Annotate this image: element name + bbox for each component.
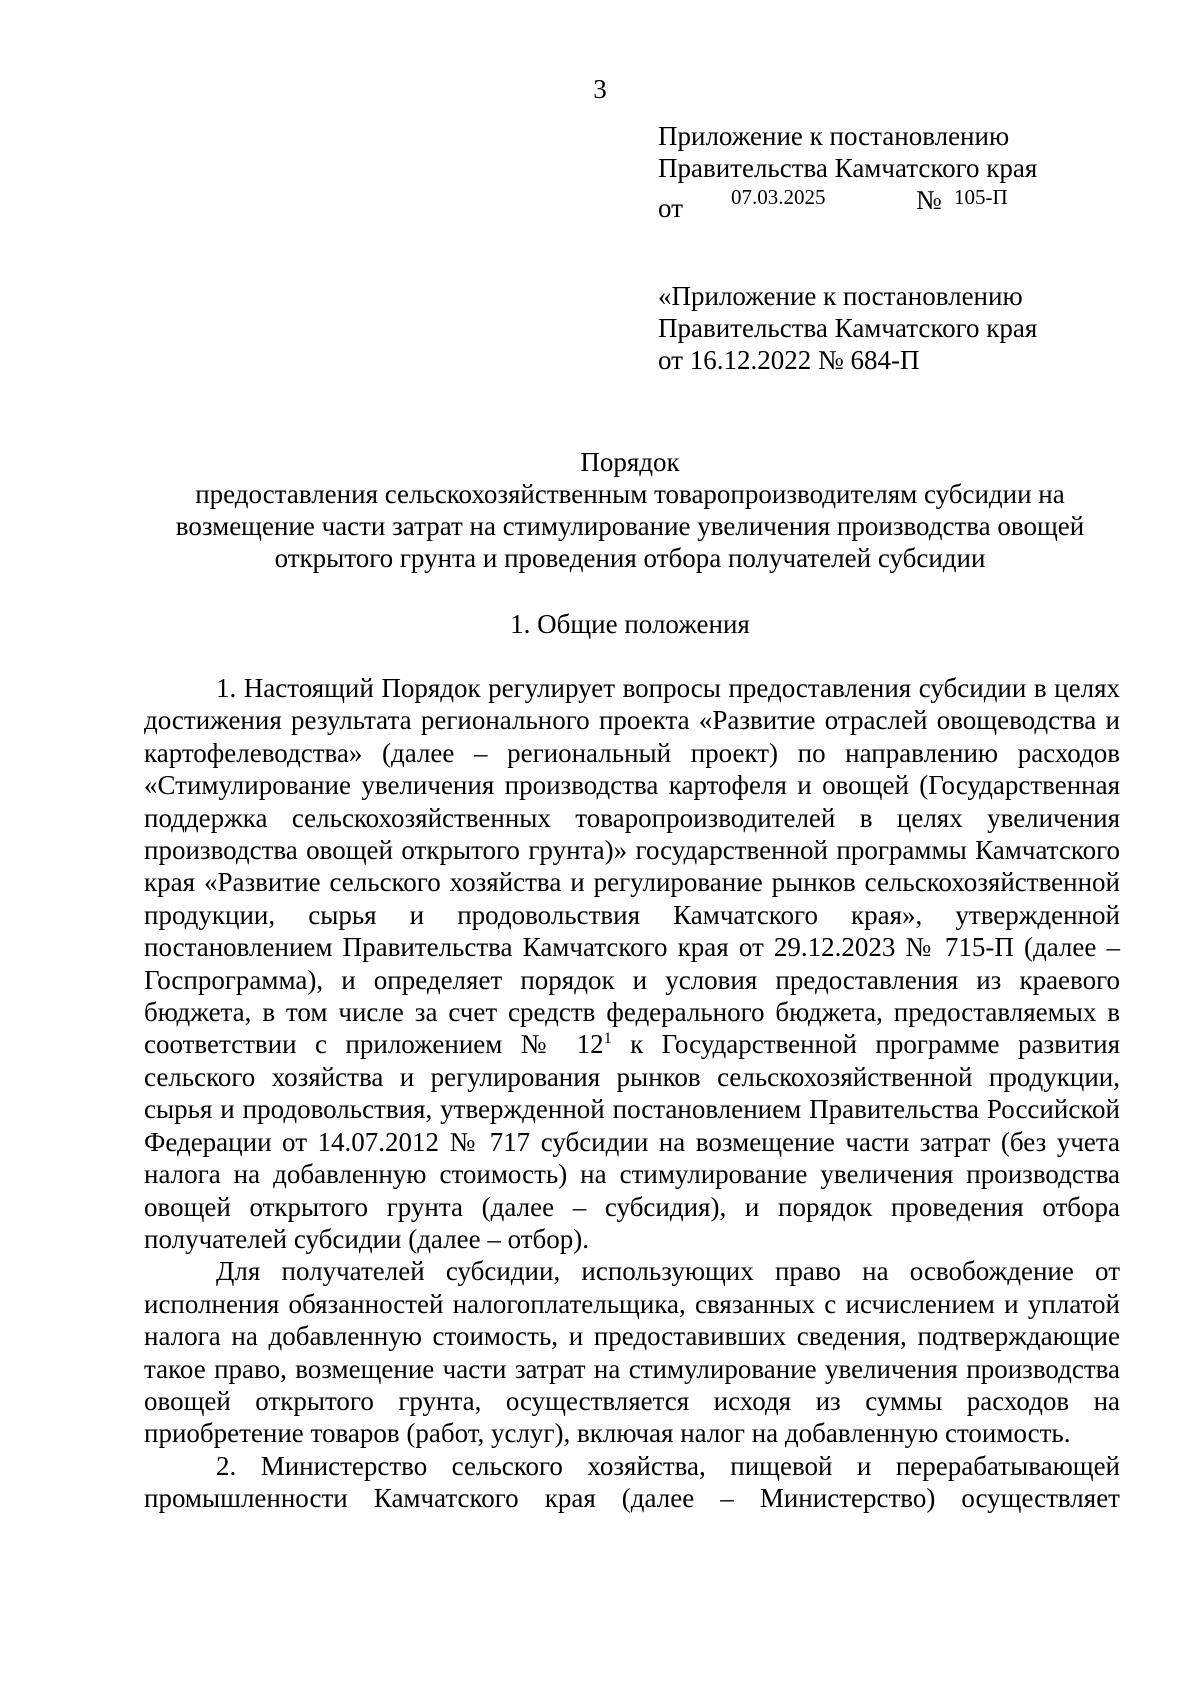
paragraph-1 (144, 672, 1120, 1255)
title-line-4: открытого грунта и проведения отбора получателей субсидии (274, 543, 986, 573)
previous-approval-line-1: «Приложение к постановлению (658, 281, 1023, 311)
approval-number-sign: № (916, 185, 942, 215)
paragraph-2: Для получателей субсидии, использующих право на освобождение от исполнения обязанностей налогоплательщика, связанных с исчислением и уплатой налога на добавленную стоимость, и предоставивших сведения, подтверждающие такое право, возмещение части затрат на стимулирование увеличения производства овощей открытого грунта, осуществляется исходя из суммы расходов на приобретение товаров (работ, услуг), включая налог на добавленную стоимость. (144, 1256, 1120, 1449)
previous-approval-block (658, 280, 1037, 376)
section-heading: 1. Общие положения (510, 609, 750, 639)
title-line-3: возмещение части затрат на стимулирование увеличения производства овощей (175, 511, 1085, 541)
paragraph-1-part-1: 1. Настоящий Порядок регулирует вопросы предоставления субсидии в целях достижения результата регионального проекта «Развитие отраслей овощеводства и картофелеводства» (далее – региональный проект) по направлению расходов «Стимулирование увеличения производства картофеля и овощей (Государственная поддержка сельскохозяйственных товаропроизводителей в целях увеличения производства овощей открытого грунта)» государственной программы Камчатского края «Развитие сельского хозяйства и регулирование рынков сельскохозяйственной продукции, сырья и продовольствия Камчатского края», утвержденной постановлением Правительства Камчатского края от 29.12.2023 № 715-П (далее – Госпрограмма), и определяет порядок и условия предоставления из краевого бюджета, в том числе за счет средств федерального бюджета, предоставляемых в соответствии с приложением № 12 (144, 673, 1120, 1060)
title-line-2: предоставления сельскохозяйственным товаропроизводителям субсидии на (195, 479, 1065, 509)
approval-number: 105-П (954, 185, 1008, 209)
document-body (144, 672, 1120, 1515)
approval-date-line (658, 184, 1037, 224)
paragraph-1-part-2: к Государственной программе развития сельского хозяйства и регулирования рынков сельскохозяйственной продукции, сырья и продовольствия, утвержденной постановлением Правительства Российской Федерации от 14.07.2012 № 717 субсидии на возмещение части затрат (без учета налога на добавленную стоимость) на стимулирование увеличения производства овощей открытого грунта (далее – субсидия), и порядок проведения отбора получателей субсидии (далее – отбор). (144, 1029, 1120, 1254)
approval-line-1: Приложение к постановлению (658, 121, 1010, 151)
approval-date: 07.03.2025 (731, 185, 826, 209)
approval-block (658, 120, 1037, 224)
approval-from-label: от (658, 193, 683, 223)
approval-line-2: Правительства Камчатского края (658, 153, 1038, 183)
superscript-marker: 1 (603, 1030, 612, 1048)
document-title (140, 446, 1120, 574)
page-number: 3 (593, 74, 607, 104)
previous-approval-line-2: Правительства Камчатского края (658, 313, 1038, 343)
paragraph-3: 2. Министерство сельского хозяйства, пищевой и перерабатывающей промышленности Камчатского края (далее – Министерство) осуществляет (144, 1450, 1120, 1514)
title-line-1: Порядок (580, 447, 680, 477)
previous-approval-line-3: от 16.12.2022 № 684-П (658, 345, 920, 375)
